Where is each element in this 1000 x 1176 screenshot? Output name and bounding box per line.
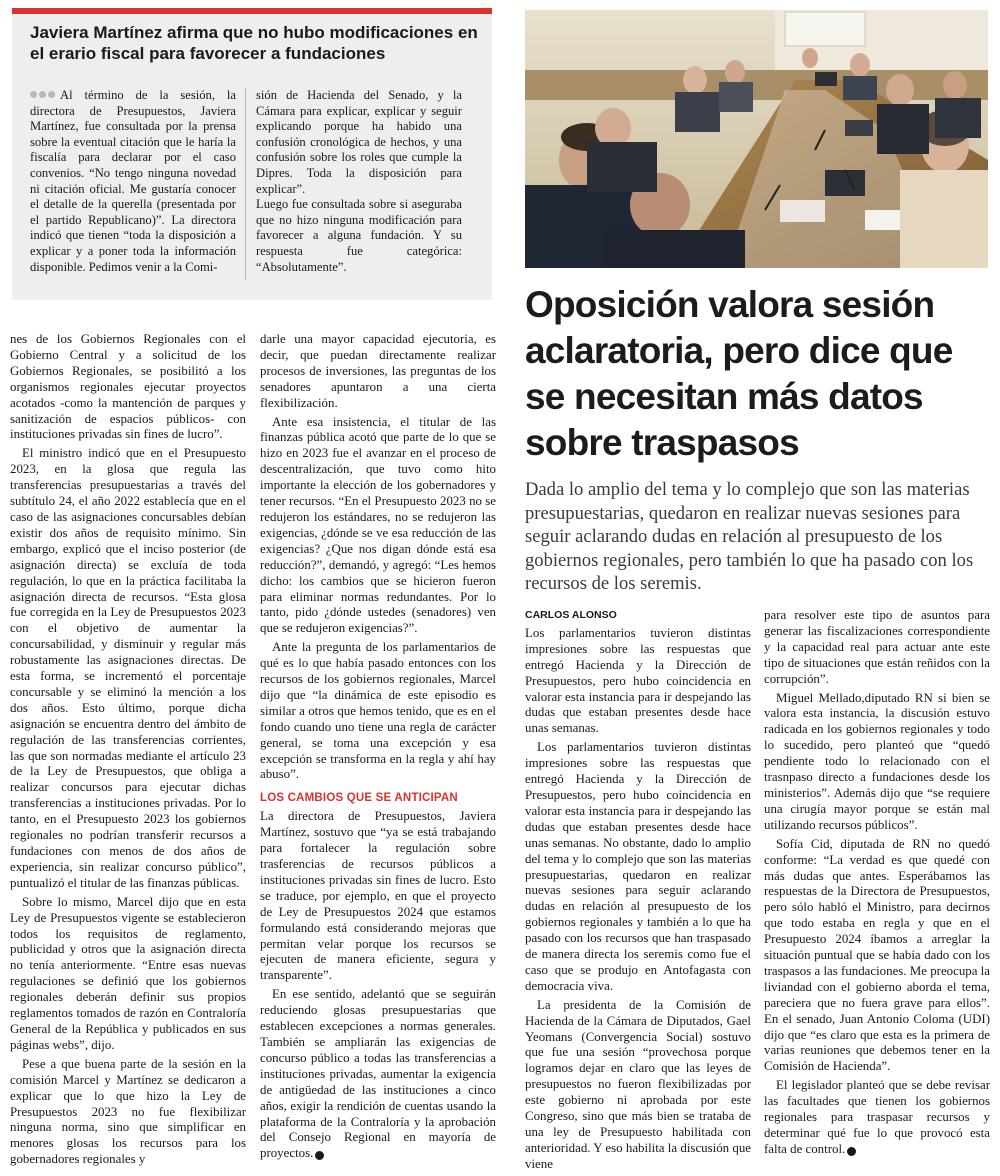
paragraph: para resolver este tipo de asuntos para generar las fiscalizaciones correspondiente y la capacidad real para actuar ante este tipo de situaciones que están reñidos con la corrupción”. <box>764 608 990 686</box>
article-headline: Oposición valora sesión aclaratoria, pero dice que se necesitan más datos sobre traspasos <box>525 284 953 463</box>
sidebar-box-col2-paragraph: sión de Hacienda del Senado, y la Cámara para explicar, explicar y seguir explicando porque ha habido una confusión cronológica de hechos, y una confusión sobre los roles que cumple la Dipres. Toda la disposición para explicar”. <box>256 88 462 196</box>
paragraph: El ministro indicó que en el Presupuesto 2023, en la glosa que regula las transferencias presupuestarias a través del subtítulo 24, el año 2022 establecía que en el caso de las asignaciones concursables debían existir dos años de requisito mínimo. Sin embargo, explicó que el inciso posterior (de asignación directa) se excluía de toda regulación, lo que en la práctica facilitaba la asignación directa de recursos. “Esta glosa fue corregida en la Ley de Presupuestos 2023 con el objetivo de aumentar la concursabilidad, y disminuir y regular más robustamente las asignaciones directas. De esta forma, se incrementó el porcentaje concursable y se eliminó la mención a los dos años. Esto último, porque dicha asignación se encuentra dentro del ámbito de regulación de las transferencias corrientes, las que son normadas mediante el artículo 23 de la Ley de Presupuestos, que obliga a realizar concursos para ejecutar dichas transferencias a instituciones privadas. Por lo tanto, en el Presupuesto 2023 los gobiernos regionales no podrían transferir recursos a fundaciones con menos de dos años de experiencia, sin realizar concurso público”, puntualizó el titular de las finanzas públicas. <box>10 446 246 890</box>
paragraph <box>764 1078 990 1158</box>
paragraph: nes de los Gobiernos Regionales con el Gobierno Central y a solicitud de los Gobiernos Regionales, se posibilitó a los organismos regionales ejecutar proyectos acotados -como la mantención de parques y sanitización de espacios públicos- con instituciones privadas sin fines de lucro”. <box>10 332 246 442</box>
sidebar-box-title: Javiera Martínez afirma que no hubo modificaciones en el erario fiscal para favorecer a fundaciones <box>30 23 478 63</box>
byline: CARLOS ALONSO <box>525 609 617 621</box>
end-mark-icon: P <box>315 1151 324 1160</box>
sidebar-box-col1 <box>30 88 236 275</box>
sidebar-box-col2-paragraph: Luego fue consultada sobre si aseguraba que no hizo ninguna modificación para favorecer a alguna fundación. Y su respuesta fue categórica: “Absolutamente”. <box>256 197 462 274</box>
article-column-4 <box>764 608 990 1161</box>
paragraph: Pese a que buena parte de la sesión en la comisión Marcel y Martínez se dedicaron a explicar que lo que hizo la Ley de Presupuestos 2023 no fue flexibilizar ninguna norma, sino que simplificar en menores glosas los recursos para los gobernadores regionales y <box>10 1056 246 1167</box>
article-column-2 <box>260 332 496 1165</box>
paragraph: La presidenta de la Comisión de Hacienda de la Cámara de Diputados, Gael Yeomans (Convergencia Social) sostuvo que fue una sesión “provechosa porque logramos dejar en claro que las leyes de presupuestos no fueron flexibilizadas por este gobierno ni aprobada por este Congreso, sino que más bien se trataba de una ley de Presupuesto habilitada con anterioridad. Y eso habilita la discusión que viene <box>525 997 751 1171</box>
session-photo <box>525 10 988 268</box>
subheading: LOS CAMBIOS QUE SE ANTICIPAN <box>260 792 458 805</box>
sidebar-box-col2 <box>256 88 462 275</box>
paragraph: Ante la pregunta de los parlamentarios de qué es lo que había pasado entonces con los recursos de los gobiernos regionales, Marcel dijo que “la dinámica de este episodio es similar a otros que hemos tenido, que es en el fondo cuando uno tiene una regla de carácter general, se toma una excepción y esa excepción se transforma en la regla y ahí hay abuso”. <box>260 640 496 782</box>
paragraph: Sobre lo mismo, Marcel dijo que en esta Ley de Presupuestos vigente se establecieron todos los requisitos de reglamento, publicidad y otros que la asignación directa no tenía anteriormente. “Entre esas nuevas regulaciones se definió que los gobiernos regionales deberán definir sus propios reglamentos tomados de razón en Contraloría General de la República y publicados en sus páginas webs”, dijo. <box>10 894 246 1052</box>
paragraph: Miguel Mellado,diputado RN si bien se valora esta instancia, la discusión estuvo radicada en los gobiernos regionales y todo lo sucedido, pero planteó que “quedó pendiente todo lo relacionado con el trasnpaso directo a fundaciones desde los ministerios”. Además dijo que “se requiere una cirugía mayor porque se están mal utilizando recursos públicos”. <box>764 690 990 832</box>
paragraph: La directora de Presupuestos, Javiera Martínez, sostuvo que “ya se está trabajando para fortalecer la regulación sobre trasferencias de recursos públicos a instituciones privadas sin fines de lucro. Esto se traduce, por ejemplo, en que el proyecto de Ley de Presupuestos 2024 que estamos formulando está considerando mejoras que permitan velar porque los recursos se ejecuten de manera eficiente, segura y transparente”. <box>260 809 496 983</box>
article-column-3 <box>525 608 751 1176</box>
sidebar-box-divider <box>245 88 246 280</box>
paragraph <box>260 987 496 1162</box>
paragraph: Los parlamentarios tuvieron distintas impresiones sobre las respuestas que entregó Hacienda y la Dirección de Presupuestos, pero hubo coincidencia en valorar esta instancia para ir despejando las dudas que estaban presentes desde hace unas semanas. <box>525 625 751 736</box>
paragraph-text: En ese sentido, adelantó que se seguirán reduciendo glosas presupuestarias que establecen excepciones a normas generales. También se ampliarán las exigencias de concurso público a todas las transferencias a instituciones privadas, aumentar la exigencia de antigüedad de las instituciones a cinco años, exigir la rendición de cuentas usando la plataforma de la Contraloría y la aprobación del Consejo Regional en mayoría de proyectos. <box>260 987 496 1161</box>
session-photo-illustration <box>525 10 988 268</box>
bullet-dots-icon <box>30 88 57 104</box>
sidebar-box-col1-text: Al término de la sesión, la directora de Presupuestos, Javiera Martínez, fue consultada por la prensa sobre la eventual citación que le haría la fiscalía para declarar por el caso convenios. “No tengo ninguna novedad ni citación oficial. Me gustaría conocer el detalle de la querella (presentada por el partido Republicano)”. La directora indicó que tienen “toda la disposición a explicar y a poner toda la información disponible. Pedimos venir a la Comi- <box>30 88 236 274</box>
paragraph: Ante esa insistencia, el titular de las finanzas pública acotó que parte de lo que se hizo en 2023 fue el avanzar en el proceso de descentralización, que tuvo como hito importante la elección de los gobernadores y tener recursos. “En el Presupuesto 2023 no se redujeron los estándares, no se redujeron las exigencias, ¿dónde se ve esa reducción de las exigencias? ¿Que nos digan dónde está esa reducción?”, demandó, y agregó: “Les hemos dicho: los cambios que se hicieron fueron para eliminar normas redundantes. Por lo tanto, pido ¿dónde ustedes (senadores) ven que se redujeron exigencias?”. <box>260 414 496 636</box>
end-mark-icon: P <box>847 1147 856 1156</box>
paragraph-text: El legislador planteó que se debe revisar las facultades que tienen los gobiernos regionales para traspasar recursos y determinar qué fue lo que provocó esta falta de control. <box>764 1078 990 1156</box>
paragraph: darle una mayor capacidad ejecutoria, es decir, que puedan directamente realizar procesos de inversiones, las preguntas de los senadores apuntaron a una cierta flexibilización. <box>260 332 496 410</box>
paragraph: Los parlamentarios tuvieron distintas impresiones sobre las respuestas que entregó Hacienda y la Dirección de Presupuestos, pero hubo coincidencia en valorar esta instancia para ir despejando las dudas que estaban presentes desde hace unas semanas. No obstante, dado lo amplio del tema y lo complejo que son las materias presupuestarias, quedaron en realizar nuevas sesiones para seguir aclarando dudas en relación al presupuesto de los gobiernos regionales y también a lo que ha pasado con los recursos que han traspasado de manera directa los seremis como fue el caso que se produjo en Antofagasta con democracia viva. <box>525 740 751 993</box>
sidebar-box-accent-bar <box>12 8 492 14</box>
paragraph: Sofía Cid, diputada de RN no quedó conforme: “La verdad es que quedé con más dudas que antes. Esperábamos las respuestas de la Directora de Presupuestos, pero sólo habló el Ministro, para decirnos que todo estaba en regla y que en el Presupuesto 2024 íbamos a arreglar la situación puntual que se había dado con los traspasos a las fundaciones. Me preocupa la liviandad con el gobierno aborda el tema, pareciera que no fuera grave para ellos”. En el senado, Juan Antonio Coloma (UDI) dijo que “es claro que esta es la primera de varias reuniones que debemos tener en la Comisión de Hacienda”. <box>764 836 990 1074</box>
article-lead: Dada lo amplio del tema y lo complejo que son las materias presupuestarias, quedaron en realizar nuevas sesiones para seguir aclarando dudas en relación al presupuesto de los gobiernos regionales, pero también lo que ha pasado con los recursos de los seremis. <box>525 479 974 594</box>
article-column-1 <box>10 332 246 1171</box>
